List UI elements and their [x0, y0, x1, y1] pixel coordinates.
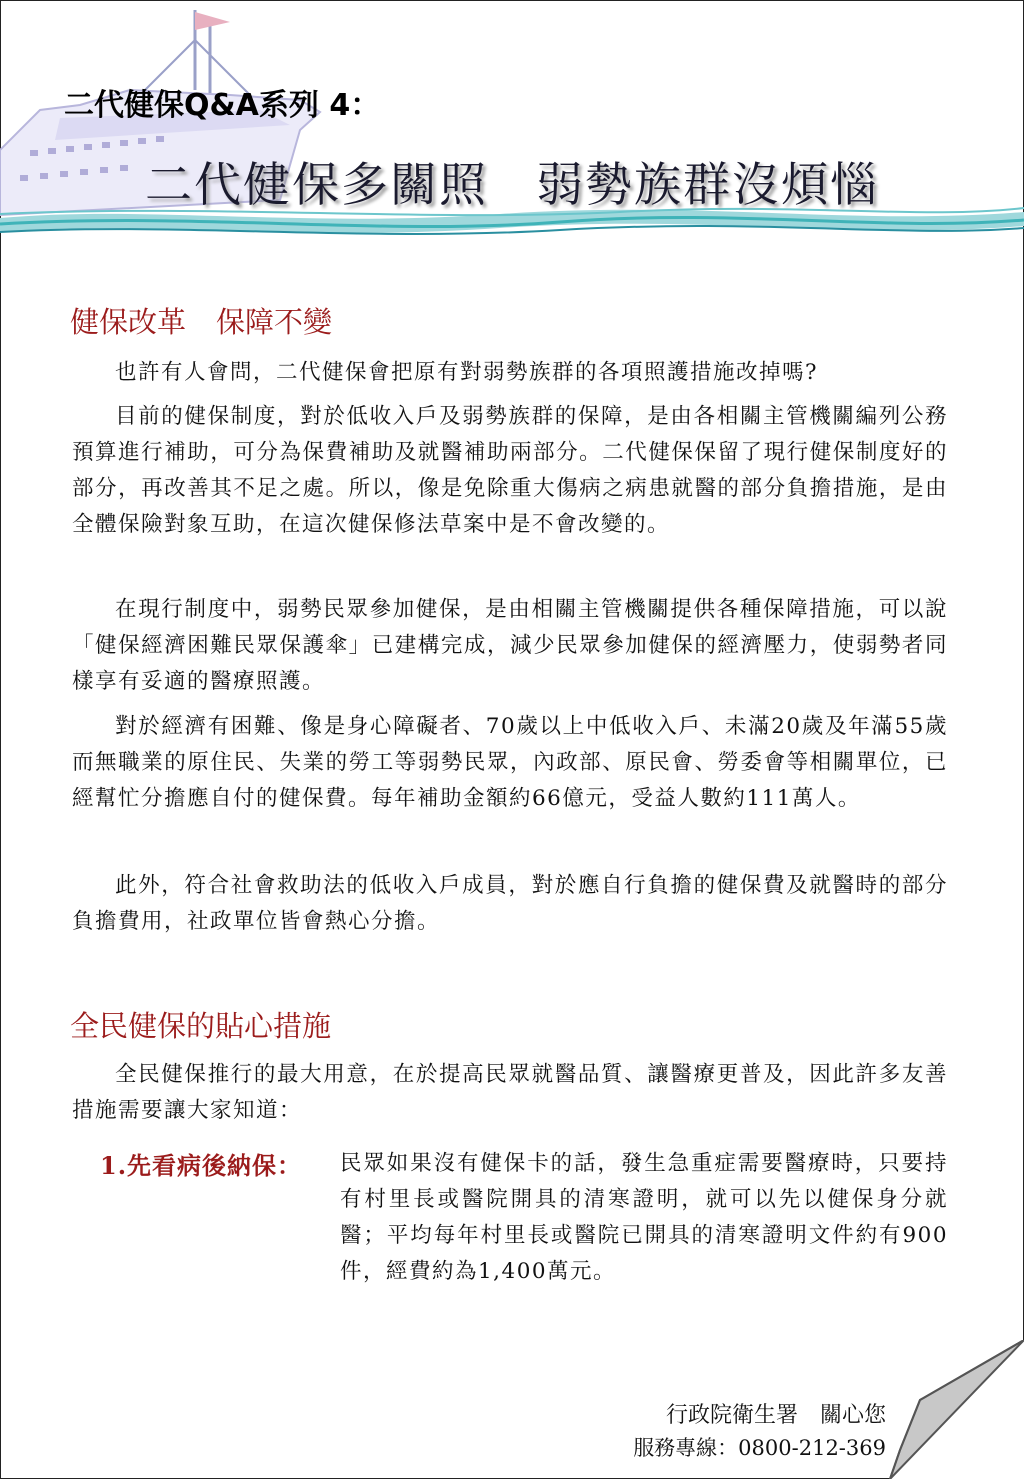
section-heading-reform-part2: 保障不變	[216, 305, 333, 339]
paragraph: 目前的健保制度，對於低收入戶及弱勢族群的保障，是由各相關主管機關編列公務預算進行補助，可分為保費補助及就醫補助兩部分。二代健保保留了現行健保制度好的部分，再改善其不足之處。所以，像是免除重大傷病之病患就醫的部分負擔措施，是由全體保險對象互助，在這次健保修法草案中是不會改變的。	[72, 404, 948, 537]
page-title-part1: 二代健保多關照	[145, 158, 488, 213]
section-heading-measures: 全民健保的貼心措施	[70, 1009, 332, 1043]
footer	[633, 1400, 886, 1464]
paragraph: 全民健保推行的最大用意，在於提高民眾就醫品質、讓醫療更普及，因此許多友善措施需要讓大家知道：	[72, 1062, 948, 1123]
series-title: 二代健保Q&A系列 4：	[64, 88, 381, 123]
item-text: 民眾如果沒有健保卡的話，發生急重症需要醫療時，只要持有村里長或醫院開具的清寒證明，就可以先以健保身分就醫；平均每年村里長或醫院已開具的清寒證明文件約有900件，經費約為1,400萬元。	[340, 1151, 948, 1284]
page-title-part2: 弱勢族群沒煩惱	[536, 158, 879, 213]
page-curl-decoration	[880, 1340, 1024, 1479]
footer-hotline: 服務專線：0800-212-369	[633, 1436, 886, 1460]
paragraph: 也許有人會問，二代健保會把原有對弱勢族群的各項照護措施改掉嗎?	[115, 360, 819, 385]
section-heading-reform-part1: 健保改革	[70, 305, 187, 339]
section-heading-reform	[70, 300, 332, 341]
page-title	[0, 148, 1024, 215]
paragraph: 此外，符合社會救助法的低收入戶成員，對於應自行負擔的健保費及就醫時的部分負擔費用，社政單位皆會熱心分擔。	[72, 873, 948, 934]
paragraph: 在現行制度中，弱勢民眾參加健保，是由相關主管機關提供各種保障措施，可以說「健保經濟困難民眾保護傘」已建構完成，減少民眾參加健保的經濟壓力，使弱勢者同樣享有妥適的醫療照護。	[72, 597, 948, 694]
footer-organization: 行政院衛生署 關心您	[665, 1403, 886, 1428]
paragraph: 對於經濟有困難、像是身心障礙者、70歲以上中低收入戶、未滿20歲及年滿55歲而無職業的原住民、失業的勞工等弱勢民眾，內政部、原民會、勞委會等相關單位，已經幫忙分擔應自付的健保費。每年補助金額約66億元，受益人數約111萬人。	[72, 714, 948, 811]
item-label: 1.先看病後納保：	[100, 1151, 303, 1180]
